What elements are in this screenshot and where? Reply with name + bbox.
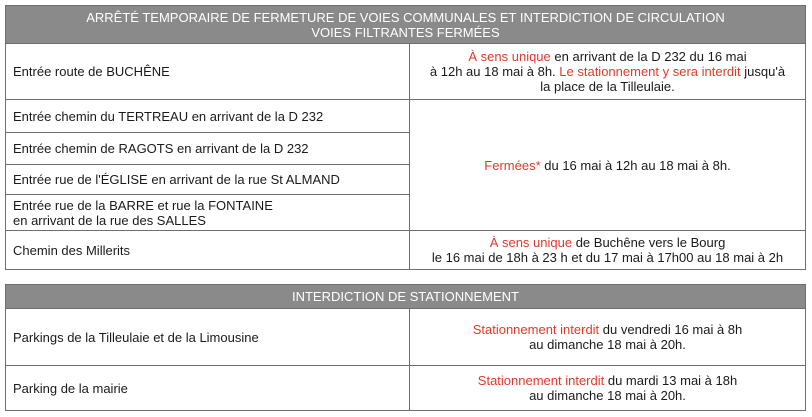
parking-ban-notice: Le stationnement y sera interdit xyxy=(559,64,741,79)
road-label-millerits: Chemin des Millerits xyxy=(6,231,410,270)
parking-label-mairie: Parking de la mairie xyxy=(6,366,410,411)
table-row xyxy=(6,231,806,270)
one-way-notice: À sens unique xyxy=(468,49,551,64)
parking-ban-notice: Stationnement interdit xyxy=(472,322,600,337)
road-label-barre-fontaine: Entrée rue de la BARRE et rue la FONTAINE en arrivant de la rue des SALLES xyxy=(6,195,410,231)
road-label-tertreau: Entrée chemin du TERTREAU en arrivant de la D 232 xyxy=(6,100,410,133)
closed-notice: Fermées* xyxy=(484,157,541,173)
closure-header-line1: ARRÊTÉ TEMPORAIRE DE FERMETURE DE VOIES COMMUNALES ET INTERDICTION DE CIRCULATION xyxy=(86,9,725,25)
parking-label-tilleulaie: Parkings de la Tilleulaie et de la Limousine xyxy=(6,309,410,366)
road-label-eglise: Entrée rue de l'ÉGLISE en arrivant de la rue St ALMAND xyxy=(6,165,410,195)
parking-rule-mairie: Stationnement interdit du mardi 13 mai à 18h au dimanche 18 mai à 20h. xyxy=(410,366,806,411)
closure-header-line2: VOIES FILTRANTES FERMÉES xyxy=(311,24,500,40)
road-rule-closed: Fermées* du 16 mai à 12h au 18 mai à 8h. xyxy=(410,100,806,231)
parking-table-header: INTERDICTION DE STATIONNEMENT xyxy=(6,285,806,309)
closure-table-header xyxy=(6,6,806,44)
parking-rule-tilleulaie: Stationnement interdit du vendredi 16 mai à 8h au dimanche 18 mai à 20h. xyxy=(410,309,806,366)
table-row xyxy=(6,44,806,100)
one-way-notice: À sens unique xyxy=(489,235,573,250)
road-rule-millerits: À sens unique de Buchêne vers le Bourg le 16 mai de 18h à 23 h et du 17 mai à 17h00 au 18 mai à 2h xyxy=(410,231,806,270)
road-closure-table xyxy=(5,5,806,270)
table-row xyxy=(6,100,806,133)
road-rule-buchene: À sens unique en arrivant de la D 232 du 16 mai à 12h au 18 mai à 8h. Le stationnement y sera interdit jusqu'à la place de la Tilleulaie. xyxy=(410,44,806,100)
table-row xyxy=(6,309,806,366)
road-label-buchene: Entrée route de BUCHÊNE xyxy=(6,44,410,100)
parking-ban-table xyxy=(5,284,806,411)
road-label-ragots: Entrée chemin de RAGOTS en arrivant de la D 232 xyxy=(6,133,410,165)
table-row xyxy=(6,366,806,411)
parking-ban-notice: Stationnement interdit xyxy=(477,373,605,388)
